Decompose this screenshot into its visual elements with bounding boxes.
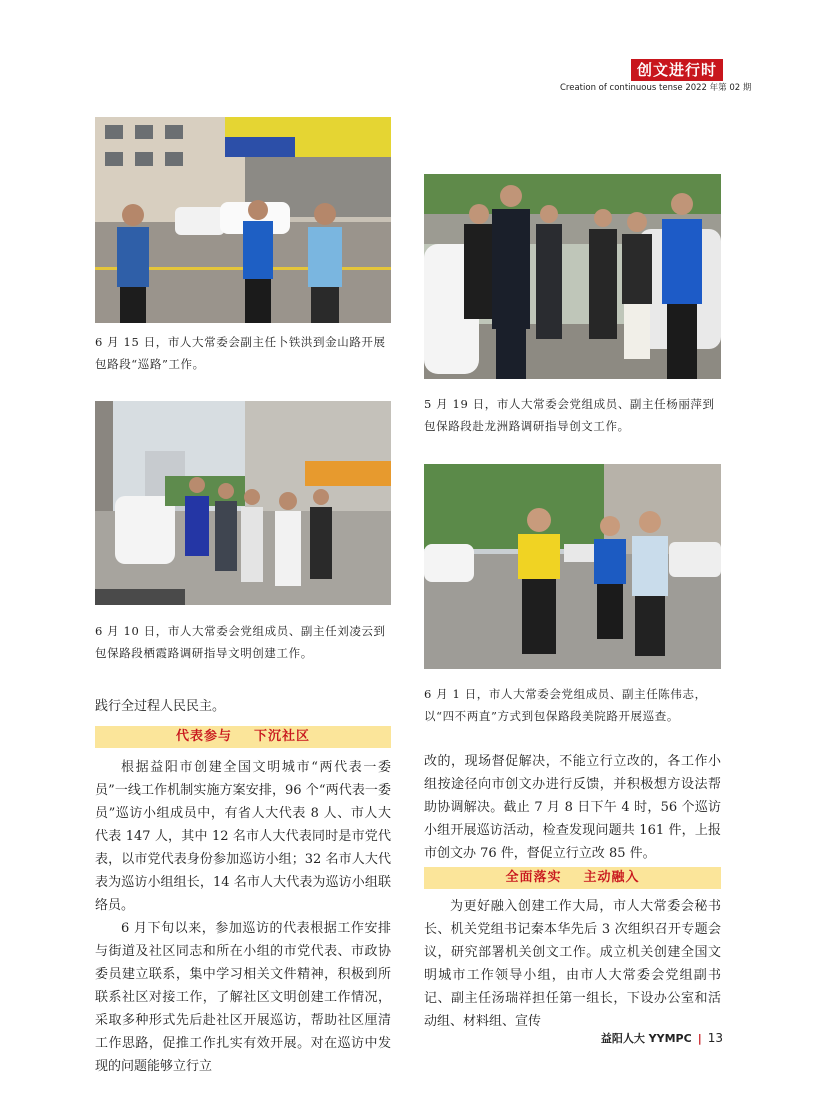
photo-longzhou-road [424,174,721,379]
caption-meiyuan-road: 6 月 1 日，市人大常委会党组成员、副主任陈伟志，以“四不两直”方式到包保路段美院路开展巡查。 [424,687,707,723]
column-tag: 创文进行时 [631,59,723,81]
right-body-bottom [424,895,721,1033]
paragraph-continued: 改的，现场督促解决，不能立行立改的，各工作小组按途径向市创文办进行反馈，并积极想方设法帮助协调解决。截止 7 月 8 日下午 4 时，56 个巡访小组开展巡访活动，检查发现问题共 161 件，上报市创文办 76 件，督促立行立改 85 件。 [424,754,721,861]
photo-qixia-road [95,401,391,605]
left-body [95,756,391,1078]
caption-jinshan-road: 6 月 15 日，市人大常委会副主任卜铁洪到金山路开展包路段“巡路”工作。 [95,335,386,371]
issue-subtitle: Creation of continuous tense 2022 年第 02 期 [560,83,752,93]
page-footer [560,1030,723,1046]
footer-separator: | [697,1032,702,1045]
section-heading-implementation: 全面落实 主动融入 [424,867,721,889]
page-number: 13 [707,1031,723,1045]
paragraph-june-visits: 6 月下旬以来，参加巡访的代表根据工作安排与街道及社区同志和所在小组的市党代表、市政协委员建立联系，集中学习相关文件精神，积极到所联系社区对接工作，了解社区文明创建工作情况，采取多种形式先后赴社区开展巡访，帮助社区厘清工作思路，促推工作扎实有效开展。对在巡访中发现的问题能够立行立 [95,921,391,1074]
caption-qixia-road: 6 月 10 日，市人大常委会党组成员、副主任刘凌云到包保路段栖霞路调研指导文明创建工作。 [95,624,386,660]
photo-jinshan-road [95,117,391,323]
caption-longzhou-road: 5 月 19 日，市人大常委会党组成员、副主任杨丽萍到包保路段赴龙洲路调研指导创文工作。 [424,397,715,433]
lead-line [95,695,391,718]
section-heading-representatives: 代表参与 下沉社区 [95,726,391,748]
right-body-top [424,750,721,865]
paragraph-integration: 为更好融入创建工作大局，市人大常委会秘书长、机关党组书记秦本华先后 3 次组织召开专题会议，研究部署机关创文工作。成立机关创建全国文明城市工作领导小组，由市人大常委会党组副书记、副主任汤瑞祥担任第一组长，下设办公室和活动组、材料组、宣传 [424,899,721,1029]
photo-meiyuan-road [424,464,721,669]
lead-line-text: 践行全过程人民民主。 [95,699,226,714]
paragraph-representatives: 根据益阳市创建全国文明城市“两代表一委员”一线工作机制实施方案安排，96 个“两代表一委员”巡访小组成员中，有省人大代表 8 人、市人大代表 147 人，其中 12 名市人大代表同时是市党代表，以市党代表身份参加巡访小组；32 名市人大代表为巡访小组组长，14 名市人大代表为巡访小组联络员。 [95,760,391,913]
publication-name: 益阳人大 YYMPC [600,1032,692,1045]
